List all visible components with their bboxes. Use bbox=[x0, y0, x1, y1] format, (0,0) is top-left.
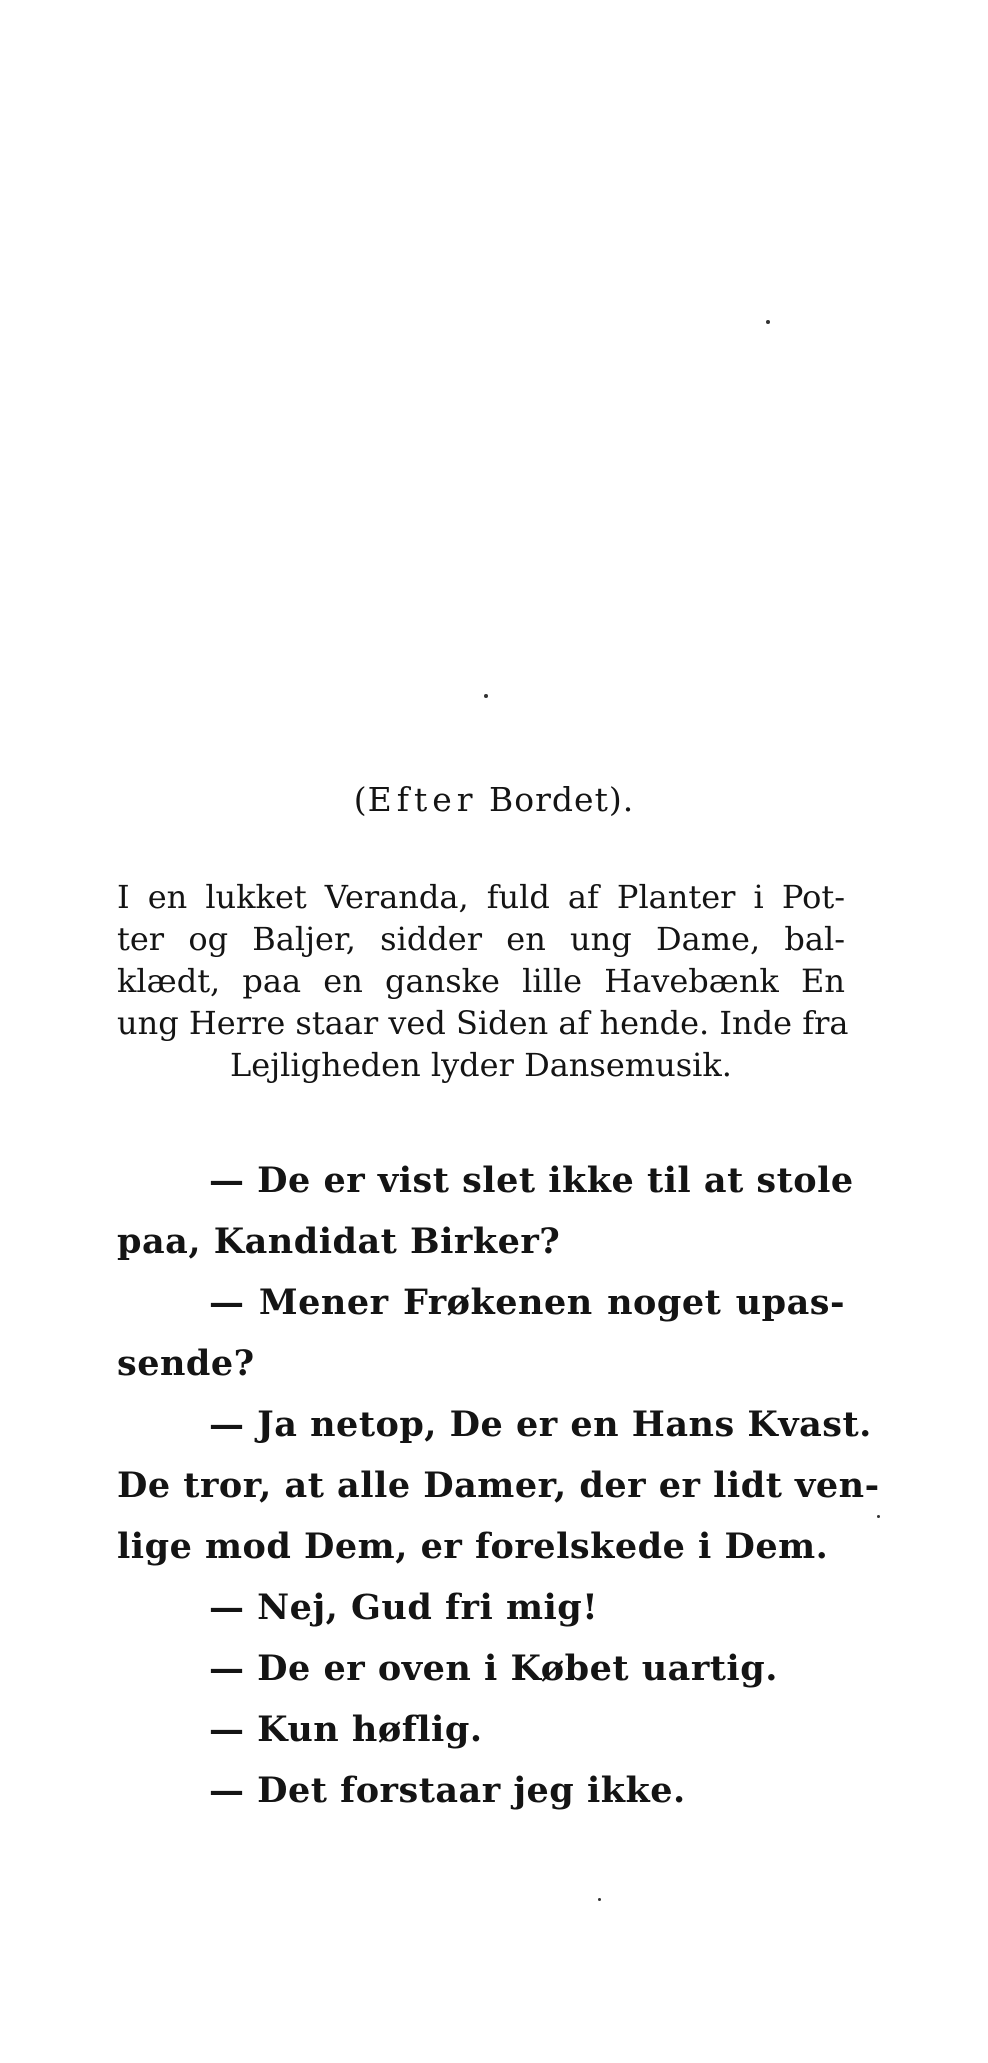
stage-direction-line: klædt, paa en ganske lille Havebænk En bbox=[117, 962, 845, 1000]
stage-direction-line: ung Herre staar ved Siden af hende. Inde fra bbox=[117, 1004, 849, 1042]
dialogue-line: — De er oven i Købet uartig. bbox=[209, 1648, 778, 1689]
stage-direction-line: ter og Baljer, sidder en ung Dame, bal- bbox=[117, 920, 845, 958]
dialogue-line: — Mener Frøkenen noget upas- bbox=[209, 1282, 845, 1323]
dialogue-line: lige mod Dem, er forelskede i Dem. bbox=[117, 1526, 829, 1567]
dialogue-line: paa, Kandidat Birker? bbox=[117, 1221, 561, 1262]
dialogue bbox=[117, 1150, 880, 1821]
stage-direction-line: I en lukket Veranda, fuld af Planter i Pot- bbox=[117, 878, 845, 916]
scene-heading bbox=[0, 780, 988, 819]
stage-direction-line: Lejligheden lyder Dansemusik. bbox=[230, 1046, 732, 1084]
dialogue-line: De tror, at alle Damer, der er lidt ven- bbox=[117, 1465, 880, 1506]
dialogue-line: — De er vist slet ikke til at stole bbox=[209, 1160, 854, 1201]
dialogue-line: — Kun høflig. bbox=[209, 1709, 483, 1750]
dialogue-line: — Det forstaar jeg ikke. bbox=[209, 1770, 686, 1811]
ink-speck bbox=[598, 1898, 601, 1901]
ink-speck bbox=[484, 694, 488, 698]
stage-direction bbox=[117, 876, 849, 1086]
ink-speck bbox=[766, 320, 770, 324]
heading-rest: Bordet). bbox=[477, 780, 635, 819]
ink-speck bbox=[877, 1515, 880, 1518]
heading-spaced-word: Efter bbox=[367, 780, 478, 819]
dialogue-line: — Nej, Gud fri mig! bbox=[209, 1587, 599, 1628]
dialogue-line: sende? bbox=[117, 1343, 255, 1384]
dialogue-line: — Ja netop, De er en Hans Kvast. bbox=[209, 1404, 872, 1445]
heading-open-paren: ( bbox=[353, 780, 368, 819]
